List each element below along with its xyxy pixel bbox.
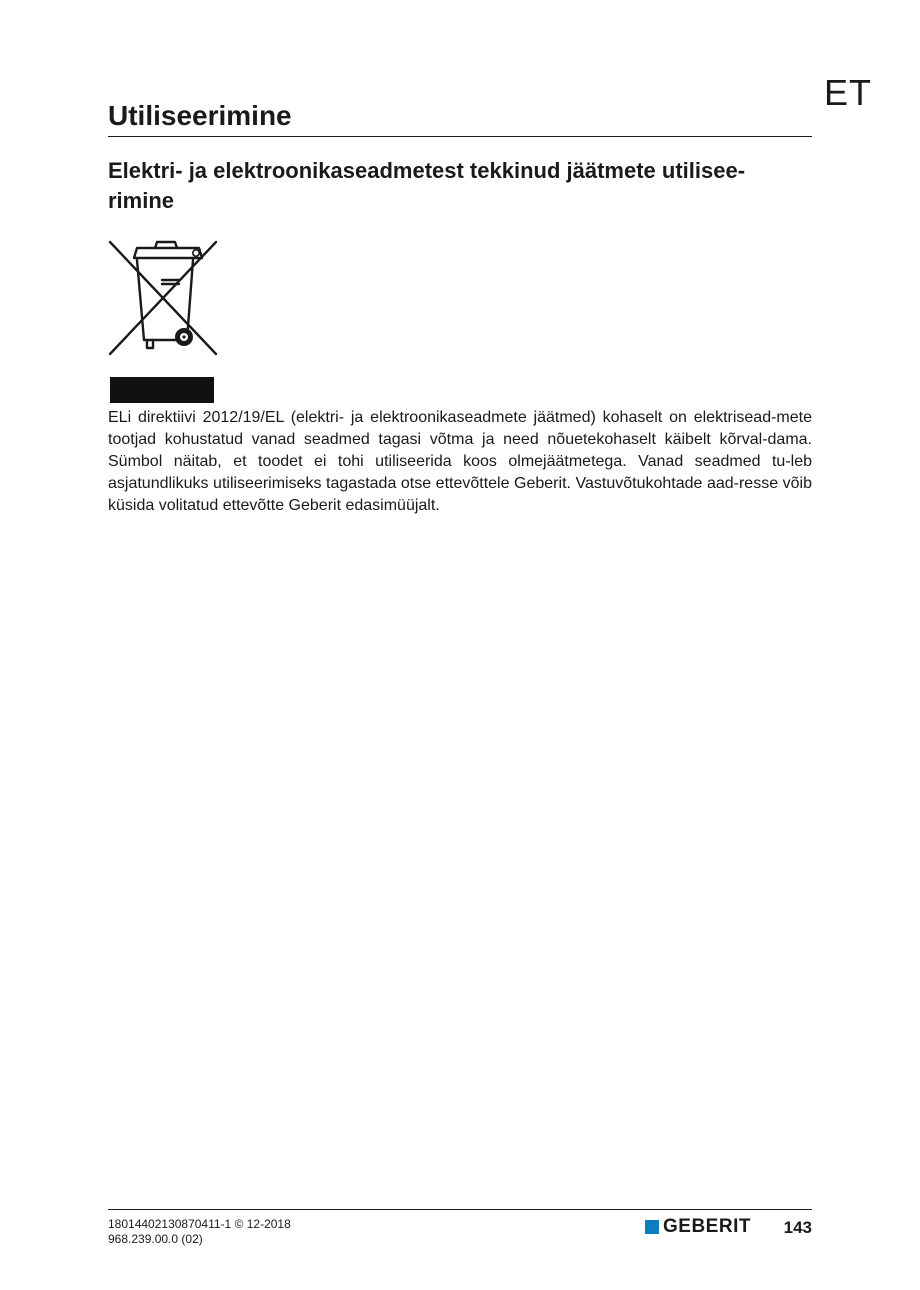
document-code: 18014402130870411-1 © 12-2018 [108, 1217, 291, 1231]
subsection-title: Elektri- ja elektroonikaseadmetest tekkinud jäätmete utilisee-rimine [108, 158, 746, 213]
weee-separate-collection-bar [110, 377, 214, 403]
brand-square-icon [645, 1220, 659, 1234]
footer-meta [108, 1217, 291, 1247]
section-title: Utiliseerimine [108, 100, 292, 131]
title-divider [108, 136, 812, 137]
brand-name: GEBERIT [663, 1216, 751, 1237]
disposal-paragraph: ELi direktiivi 2012/19/EL (elektri- ja elektroonikaseadmete jäätmed) kohaselt on elektrisead-mete tootjad kohustatud vanad seadmed tagasi võtma ja need nõuetekohaselt käibelt kõrval-dama. Sümbol näitab, et toodet ei tohi utiliseerida koos olmejäätmetega. Vanad seadmed tu-leb asjatundlikuks utiliseerimiseks tagastada otse ettevõttele Geberit. Vastuvõtukohtade aad-resse võib küsida volitatud ettevõtte Geberit edasimüüjalt. [108, 409, 812, 514]
language-code: ET [823, 72, 872, 113]
footer-divider [108, 1209, 812, 1210]
geberit-logo [645, 1216, 751, 1238]
page-number: 143 [783, 1218, 812, 1237]
article-number: 968.239.00.0 (02) [108, 1232, 203, 1246]
crossed-out-wheelie-bin-icon [107, 238, 219, 358]
